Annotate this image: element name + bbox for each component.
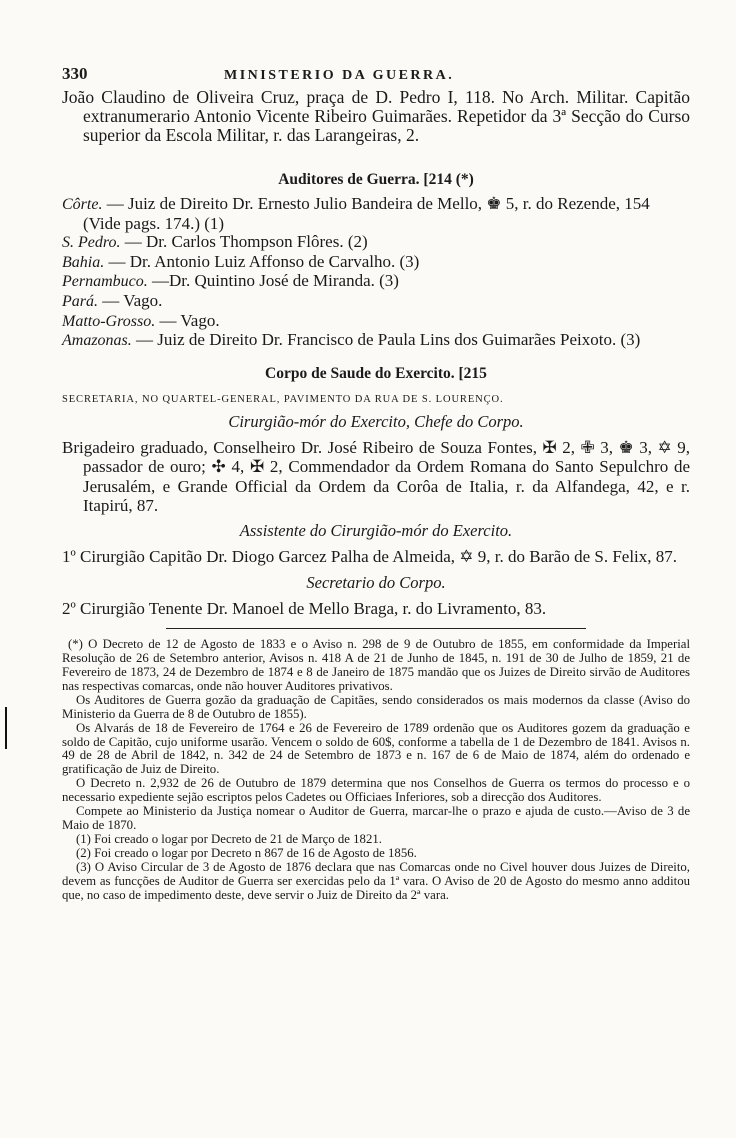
auditores-heading: Auditores de Guerra. [214 (*) <box>278 171 474 188</box>
list-item <box>62 233 690 253</box>
footnote: Os Alvarás de 18 de Fevereiro de 1764 e 26 de Fevereiro de 1789 ordenão que os Auditores gozem da graduação e soldo de Capitão, cujo uniforme usarão. Vencem o soldo de 60$, conforme a tabella de 1 de Dezembro de 1841. Avisos n. 49 de 28 de Abril de 1842, n. 342 de 24 de Setembro de 1873 e n. 167 de 6 de Maio de 1874, além do ordenado e gratificação de Juiz de Direito. <box>62 720 690 777</box>
list-item <box>62 312 690 332</box>
entry-place: Pará. <box>62 292 98 310</box>
entry-place: Bahia. <box>62 253 105 271</box>
footnote: O Decreto n. 2,932 de 26 de Outubro de 1879 determina que nos Conselhos de Guerra os termos do processo e o necessario expediente sejão escriptos pelos Cadetes ou Officiaes Inferiores, sob a direcção dos Auditores. <box>62 776 690 805</box>
secretaria-line: SECRETARIA, NO QUARTEL-GENERAL, PAVIMENTO DA RUA DE S. LOURENÇO. <box>62 393 504 405</box>
page-number: 330 <box>62 64 88 83</box>
footnote: (2) Foi creado o logar por Decreto n 867 de 16 de Agosto de 1856. <box>76 845 417 860</box>
footnote: Compete ao Ministerio da Justiça nomear o Auditor de Guerra, marcar-lhe o prazo e ajuda de custo.—Aviso de 3 de Maio de 1870. <box>62 804 690 832</box>
page <box>62 64 690 902</box>
entry-place: Amazonas. <box>62 332 132 350</box>
entry-text: — Juiz de Direito Dr. Ernesto Julio Bandeira de Mello, ♚ 5, r. do Rezende, 154 (Vide pags. 174.) (1) <box>83 194 650 233</box>
footnote: (1) Foi creado o logar por Decreto de 21 de Março de 1821. <box>76 831 382 846</box>
entry-place: Côrte. <box>62 196 103 213</box>
running-title: MINISTERIO DA GUERRA. <box>224 68 455 83</box>
list-item <box>62 195 690 233</box>
entry-text: — Juiz de Direito Dr. Francisco de Paula Lins dos Guimarães Peixoto. (3) <box>136 330 641 350</box>
entry-text: — Dr. Antonio Luiz Affonso de Carvalho. (3) <box>108 251 420 271</box>
footnote: (*) O Decreto de 12 de Agosto de 1833 e o Aviso n. 298 de 9 de Outubro de 1855, em conformidade da Imperial Resolução de 26 de Setembro anterior, Avisos n. 418 A de 21 de Junho de 1845, n. 191 de 30 de Julho de 1859, 21 de Fevereiro de 1873, 24 de Dezembro de 1874 e 8 de Janeiro de 1875 mandão que os Juizes de Direito sirvão de Auditores nas respectivas comarcas, onde não houver Auditores privativos. <box>62 637 690 693</box>
footnote: Os Auditores de Guerra gozão da graduação de Capitães, sendo considerados os mais modernos da classe (Aviso do Ministerio da Guerra de 8 de Outubro de 1855). <box>62 692 690 721</box>
list-item <box>62 272 690 292</box>
entry-text: — Vago. <box>159 310 220 330</box>
entry-place: Pernambuco. <box>62 273 148 291</box>
entry-text: —Dr. Quintino José de Miranda. (3) <box>152 271 399 291</box>
secretary-title: Secretario do Corpo. <box>306 572 446 592</box>
assistant-title: Assistente do Cirurgião-mór do Exercito. <box>239 521 513 541</box>
entry-place: S. Pedro. <box>62 234 121 252</box>
list-item <box>62 253 690 273</box>
assistant-text: 1º Cirurgião Capitão Dr. Diogo Garcez Palha de Almeida, ✡ 9, r. do Barão de S. Felix, 87. <box>62 547 678 567</box>
chief-text: Brigadeiro graduado, Conselheiro Dr. José Ribeiro de Souza Fontes, ✠ 2, ✙ 3, ♚ 3, ✡ 9, passador de ouro; ✣ 4, ✠ 2, Commendador da Ordem Romana do Santo Sepulchro de Jerusalém, e Grande Official da Ordem da Corôa de Italia, r. da Alfandega, 42, e r. Itapirú, 87. <box>62 437 690 515</box>
footnotes <box>62 638 690 902</box>
margin-mark <box>5 707 7 749</box>
auditores-list <box>62 195 690 351</box>
entry-text: — Vago. <box>102 290 163 310</box>
footnote: (3) O Aviso Circular de 3 de Agosto de 1876 declara que nas Comarcas onde no Civel houver dous Juizes de Direito, devem as funcções de Auditor de Guerra ser exercidas pelo da 1ª vara. O Aviso de 20 de Agosto do mesmo anno additou que, no caso de impedimento deste, deve servir o Juiz de Direito da 2ª vara. <box>62 859 690 902</box>
list-item <box>62 292 690 312</box>
secretary-text: 2º Cirurgião Tenente Dr. Manoel de Mello Braga, r. do Livramento, 83. <box>62 598 547 618</box>
entry-text: — Dr. Carlos Thompson Flôres. (2) <box>124 232 368 252</box>
footnote-divider <box>166 628 586 629</box>
corpo-saude-heading: Corpo de Saude do Exercito. [215 <box>265 364 487 382</box>
carried-entry: João Claudino de Oliveira Cruz, praça de D. Pedro I, 118. No Arch. Militar. Capitão extranumerario Antonio Vicente Ribeiro Guimarães. Repetidor da 3ª Secção do Curso superior da Escola Militar, r. das Larangeiras, 2. <box>62 87 690 145</box>
entry-place: Matto-Grosso. <box>62 312 156 330</box>
chief-title: Cirurgião-mór do Exercito, Chefe do Corpo. <box>228 411 524 431</box>
list-item <box>62 331 690 351</box>
page-header <box>62 64 690 88</box>
